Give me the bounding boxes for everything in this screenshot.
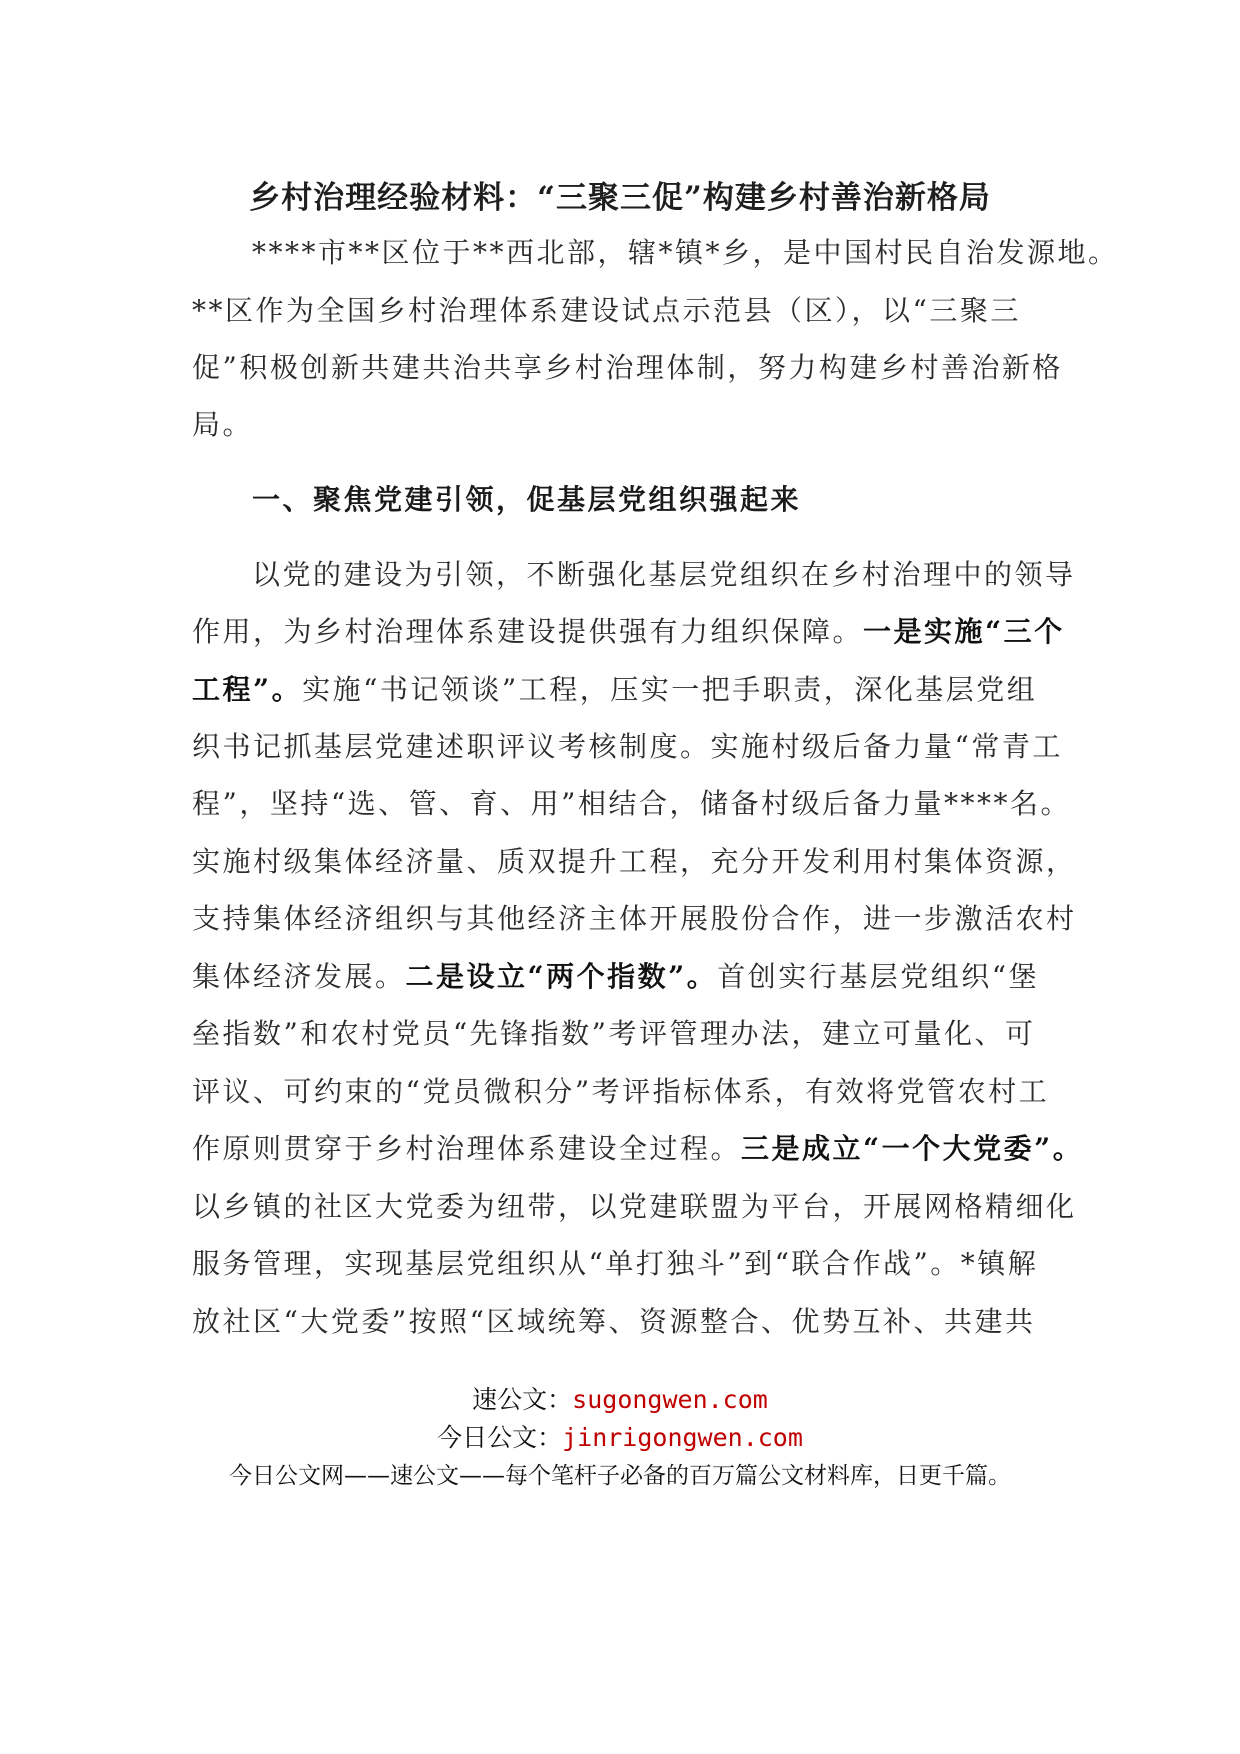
body-text: 实施“书记领谈”工程，压实一把手职责，深化基层党组 bbox=[302, 673, 1038, 706]
document-title: 乡村治理经验材料：“三聚三促”构建乡村善治新格局 bbox=[249, 180, 991, 216]
body-line-1: 以党的建设为引领，不断强化基层党组织在乡村治理中的领导 bbox=[252, 558, 1076, 591]
intro-line-2: **区作为全国乡村治理体系建设试点示范县（区），以“三聚三 bbox=[192, 294, 1021, 327]
body-line-2 bbox=[192, 615, 1065, 649]
body-line-9: 垒指数”和农村党员“先锋指数”考评管理办法，建立可量化、可 bbox=[192, 1017, 1036, 1050]
footer-line-1 bbox=[0, 1380, 1240, 1416]
bold-keyphrase: 二是设立“两个指数”。 bbox=[405, 960, 718, 993]
intro-line-4: 局。 bbox=[192, 408, 254, 441]
footer-note: 今日公文网——速公文——每个笔杆子必备的百万篇公文材料库，日更千篇。 bbox=[229, 1463, 1011, 1489]
body-line-3 bbox=[192, 673, 1037, 707]
footer-link-sugongwen[interactable]: sugongwen.com bbox=[572, 1385, 768, 1414]
bold-keyphrase: 工程”。 bbox=[192, 673, 303, 706]
intro-line-3: 促”积极创新共建共治共享乡村治理体制，努力构建乡村善治新格 bbox=[192, 351, 1063, 384]
body-line-14: 放社区“大党委”按照“区域统筹、资源整合、优势互补、共建共 bbox=[192, 1305, 1036, 1338]
body-text: 集体经济发展。 bbox=[192, 960, 406, 993]
body-text: 作用，为乡村治理体系建设提供强有力组织保障。 bbox=[192, 615, 864, 648]
body-text: 首创实行基层党组织“堡 bbox=[717, 960, 1040, 993]
intro-line-1: ****市**区位于**西北部，辖*镇*乡，是中国村民自治发源地。 bbox=[252, 236, 1119, 269]
body-line-13: 服务管理，实现基层党组织从“单打独斗”到“联合作战”。*镇解 bbox=[192, 1247, 1039, 1280]
footer-label: 今日公文： bbox=[437, 1423, 563, 1452]
body-line-5: 程”，坚持“选、管、育、用”相结合，储备村级后备力量****名。 bbox=[192, 787, 1071, 820]
footer-link-jinrigongwen[interactable]: jinrigongwen.com bbox=[562, 1423, 803, 1452]
body-line-12: 以乡镇的社区大党委为纽带，以党建联盟为平台，开展网格精细化 bbox=[192, 1190, 1077, 1223]
bold-keyphrase: 三是成立“一个大党委”。 bbox=[741, 1132, 1084, 1165]
body-text: 作原则贯穿于乡村治理体系建设全过程。 bbox=[192, 1132, 742, 1165]
footer-label: 速公文： bbox=[472, 1385, 573, 1414]
body-line-10: 评议、可约束的“党员微积分”考评指标体系，有效将党管农村工 bbox=[192, 1075, 1050, 1108]
body-line-7: 支持集体经济组织与其他经济主体开展股份合作，进一步激活农村 bbox=[192, 902, 1077, 935]
bold-keyphrase: 一是实施“三个 bbox=[863, 615, 1065, 648]
body-line-11 bbox=[192, 1132, 1083, 1166]
section-heading: 一、聚焦党建引领，促基层党组织强起来 bbox=[252, 483, 802, 516]
body-line-8 bbox=[192, 960, 1039, 994]
footer-line-2 bbox=[0, 1418, 1240, 1454]
body-line-4: 织书记抓基层党建述职评议考核制度。实施村级后备力量“常青工 bbox=[192, 730, 1063, 763]
body-line-6: 实施村级集体经济量、质双提升工程，充分开发利用村集体资源， bbox=[192, 845, 1077, 878]
